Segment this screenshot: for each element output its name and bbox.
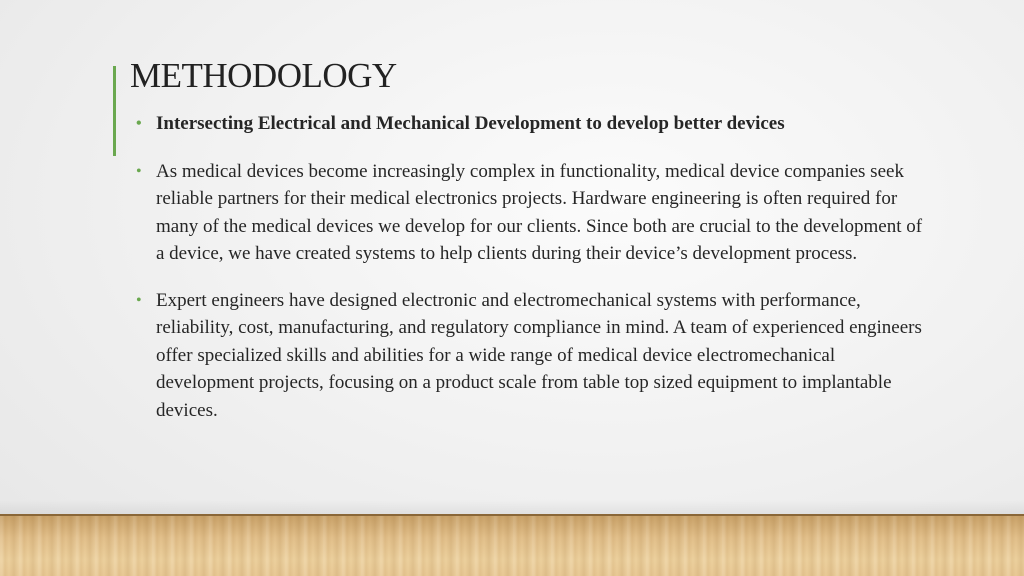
bullet-icon: • [136, 291, 142, 309]
bullet-text: As medical devices become increasingly complex in functionality, medical device companies seek reliable partners for their medical electronics projects. Hardware engineering is often required for many of the medical devices we develop for our clients. Since both are crucial to the development of a device, we have created systems to help clients during their device’s development process. [156, 160, 923, 264]
title-accent-bar [113, 66, 116, 156]
bullet-icon: • [136, 115, 142, 132]
floor-shadow [0, 500, 1024, 514]
slide-title: METHODOLOGY [130, 56, 397, 95]
bullet-text: Expert engineers have designed electronic and electromechanical systems with performance, reliability, cost, manufacturing, and regulatory compliance in mind. A team of experienced engineers offer specialized skills and abilities for a wide range of medical device electromechanical development projects, focusing on a product scale from table top sized equipment to implantable devices. [156, 289, 922, 421]
wood-floor-decoration [0, 514, 1024, 576]
bullet-icon: • [136, 162, 142, 180]
bullet-item-overview [136, 158, 926, 268]
bullet-list [136, 110, 926, 443]
bullet-text: Intersecting Electrical and Mechanical Development to develop better devices [156, 113, 785, 134]
bullet-item-engineers [136, 287, 926, 425]
bullet-item-subtitle [136, 110, 926, 138]
